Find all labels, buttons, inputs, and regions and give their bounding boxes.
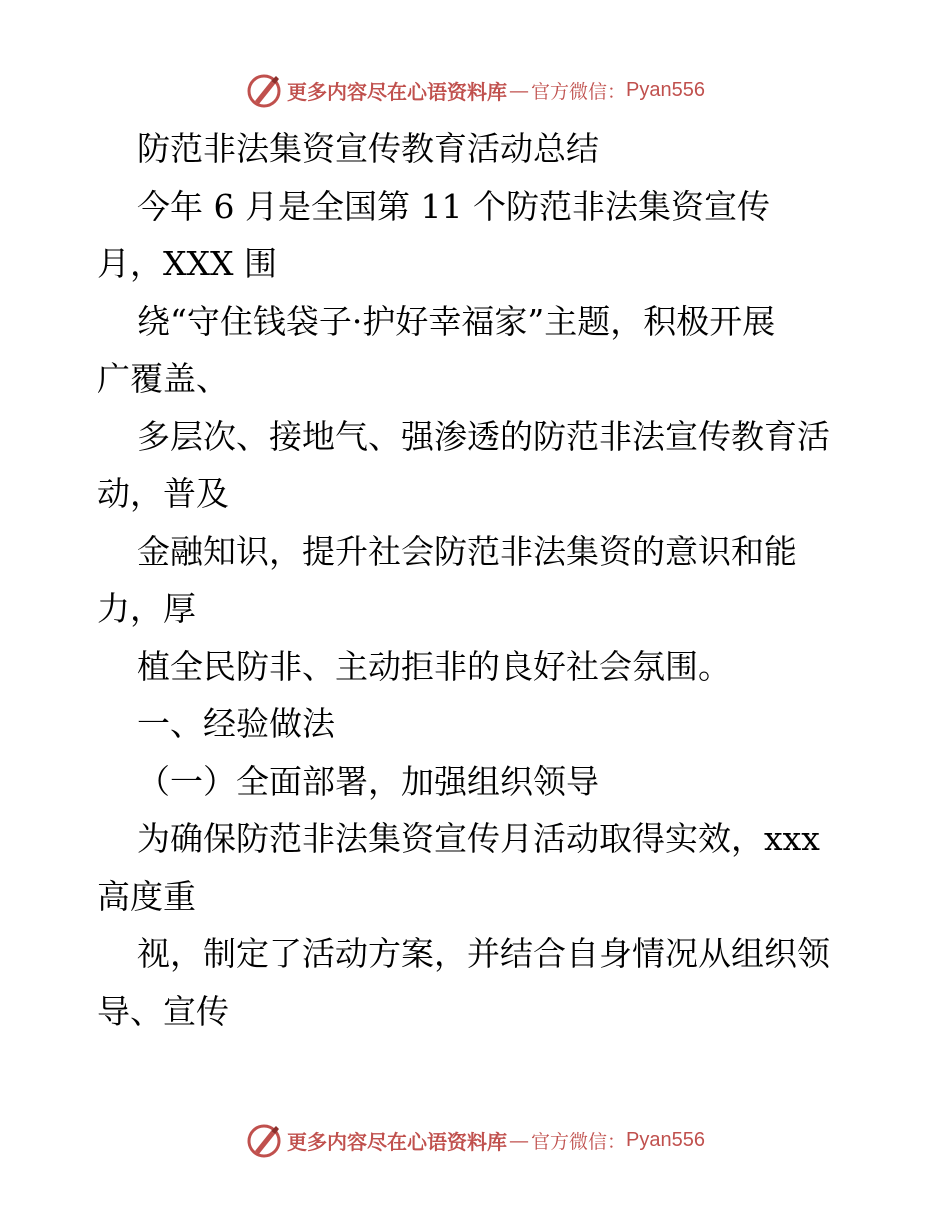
watermark-wechat-id: Pyan556 xyxy=(626,1128,705,1151)
footer-watermark xyxy=(0,1118,950,1162)
watermark-official-label: 官方微信： xyxy=(531,80,627,103)
watermark-main-text: 更多内容尽在心语资料库 xyxy=(287,1129,507,1154)
paragraph-line: 广覆盖、 xyxy=(97,359,229,398)
watermark-main-text: 更多内容尽在心语资料库 xyxy=(287,79,507,104)
document-title: 防范非法集资宣传教育活动总结 xyxy=(137,129,599,168)
pen-circle-logo-icon xyxy=(245,71,283,109)
watermark-separator: — xyxy=(509,78,529,102)
paragraph-line: 视，制定了活动方案，并结合自身情况从组织领 xyxy=(137,934,830,973)
paragraph-line: 绕“守住钱袋子·护好幸福家”主题，积极开展 xyxy=(137,301,776,341)
subsection-heading: （一）全面部署，加强组织领导 xyxy=(137,761,599,801)
paragraph-line: 今年 6 月是全国第 11 个防范非法集资宣传 xyxy=(137,186,770,226)
paragraph-line: 金融知识，提升社会防范非法集资的意识和能 xyxy=(137,531,797,571)
paragraph-line: 多层次、接地气、强渗透的防范非法宣传教育活 xyxy=(137,416,830,456)
paragraph-line: 导、宣传 xyxy=(97,991,229,1031)
section-heading: 一、经验做法 xyxy=(137,704,335,743)
watermark-separator: — xyxy=(509,1128,529,1152)
paragraph-line: 动，普及 xyxy=(97,474,229,513)
paragraph-line: 月，XXX 围 xyxy=(97,244,277,283)
paragraph-line: 高度重 xyxy=(97,876,196,916)
paragraph-line: 为确保防范非法集资宣传月活动取得实效，xxx xyxy=(137,819,820,858)
paragraph-line: 力，厚 xyxy=(97,589,196,628)
header-watermark xyxy=(0,68,950,112)
watermark-wechat-id: Pyan556 xyxy=(626,78,705,101)
watermark-official-label: 官方微信： xyxy=(531,1130,627,1153)
paragraph-line: 植全民防非、主动拒非的良好社会氛围。 xyxy=(137,646,731,686)
document-body xyxy=(97,120,857,1040)
pen-circle-logo-icon xyxy=(245,1121,283,1159)
